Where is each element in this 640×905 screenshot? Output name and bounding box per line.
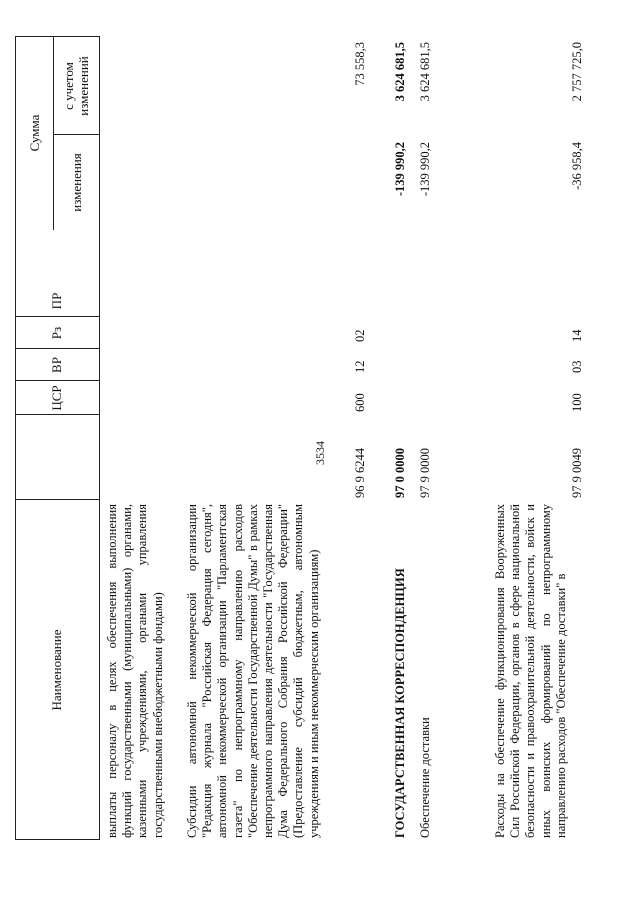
row-5-total: 2 757 725,0	[570, 42, 584, 102]
row-2-rz: 12	[353, 360, 367, 373]
header-csr: ЦСР	[49, 385, 64, 411]
header-changes: изменения	[69, 153, 84, 212]
row-4-total: 3 624 681,5	[418, 42, 432, 102]
table-top-border	[15, 36, 16, 840]
row-3-total: 3 624 681,5	[393, 42, 407, 102]
row-4-csr: 97 9 0000	[418, 448, 432, 498]
header-vr: ВР	[49, 357, 64, 373]
row-5-vr: 100	[570, 393, 584, 412]
row-5-csr: 97 9 0049	[570, 448, 584, 498]
row-3-name: ГОСУДАРСТВЕННАЯ КОРРЕСПОНДЕНЦИЯ	[393, 568, 407, 838]
row-5-name: Расходы на обеспечение функционирования Вооруженных Сил Российской Федерации, органов в сфере национальной безопасности и правоохранительной деятельности, войск и иных воинских формирований по непрограммному направлению расходов "Обеспечение доставки" в	[493, 504, 568, 838]
row-2-total: 73 558,3	[353, 42, 367, 86]
header-pr: ПР	[49, 292, 64, 310]
header-sum: Сумма	[27, 114, 42, 152]
header-name: Наименование	[49, 629, 64, 711]
row-2-pr: 02	[353, 329, 367, 342]
row-2-csr: 96 9 6244	[353, 448, 367, 498]
header-bottom-border	[99, 36, 100, 840]
row-5-rz: 03	[570, 360, 584, 373]
row-4-change: -139 990,2	[418, 142, 432, 197]
row-5-change: -36 958,4	[570, 142, 584, 190]
header-with-changes: с учетом изменений	[61, 56, 91, 116]
row-2-vr: 600	[353, 393, 367, 412]
header-rz: Рз	[49, 326, 64, 340]
sum-divider	[53, 36, 54, 230]
row-4-name: Обеспечение доставки	[418, 717, 432, 838]
row-5-pr: 14	[570, 329, 584, 342]
budget-table	[15, 36, 585, 870]
row-3-csr: 97 0 0000	[393, 448, 407, 498]
row-3-change: -139 990,2	[393, 142, 407, 197]
page-number: 3534	[313, 441, 327, 465]
row-2-name: Субсидии автономной некоммерческой организации "Редакция журнала "Российская Федерация сегодня", автономной некоммерческой организации "Парламентская газета" по непрограммному направлению расходов "Обеспечение деятельности Государственной Думы" в рамках непрограммного направления деятельности "Государственная Дума Федерального Собрания Российской Федерации" (Предоставление субсидий бюджетным, автономным учреждениям и иным некоммерческим организациям)	[185, 504, 321, 838]
row-1-name: выплаты персоналу в целях обеспечения выполнения функций государственными (муниципальными) органами, казенными учреждениями, органами управления государственными внебюджетными фондами)	[105, 504, 165, 838]
